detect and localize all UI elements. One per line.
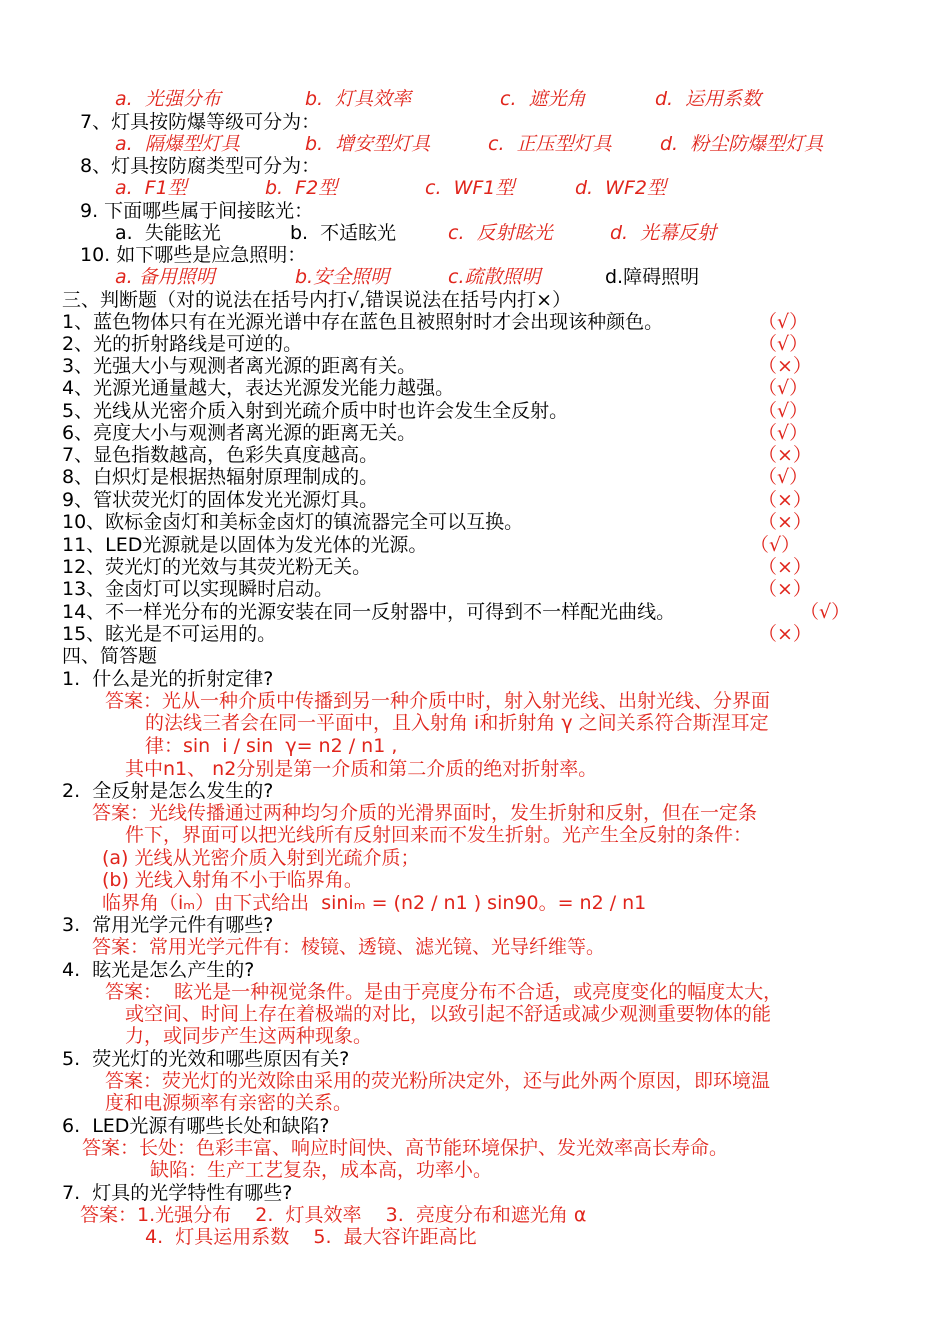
short-question-3: 3. 常用光学元件有哪些? — [62, 914, 274, 936]
short-question-2: 2. 全反射是怎么发生的? — [62, 780, 274, 802]
q8-option-c: c. WF1型 — [425, 177, 515, 199]
answer-line: (b) 光线入射角不小于临界角。 — [102, 869, 363, 891]
q8-option-a: a. F1型 — [115, 177, 187, 199]
judge-mark: （×） — [758, 511, 812, 533]
answer-line: 件下，界面可以把光线所有反射回来而不发生折射。光产生全反射的条件： — [125, 824, 753, 846]
judge-mark: （√） — [758, 333, 809, 355]
answer-line: 的法线三者会在同一平面中，且入射角 i和折射角 γ 之间关系符合斯涅耳定 — [145, 712, 769, 734]
q7-option-a: a. 隔爆型灯具 — [115, 133, 240, 155]
answer-line: 答案： 眩光是一种视觉条件。是由于亮度分布不合适，或亮度变化的幅度太大， — [105, 981, 783, 1003]
q7-option-d: d. 粉尘防爆型灯具 — [660, 133, 824, 155]
judge-item: 12、荧光灯的光效与其荧光粉无关。 — [62, 556, 372, 578]
judge-mark: （×） — [758, 489, 812, 511]
judge-item: 13、金卤灯可以实现瞬时启动。 — [62, 578, 334, 600]
question-10: 10. 如下哪些是应急照明： — [80, 244, 307, 266]
judge-mark: （×） — [758, 556, 812, 578]
judge-item: 7、显色指数越高，色彩失真度越高。 — [62, 444, 379, 466]
judge-mark: （√） — [750, 534, 801, 556]
answer-line: 或空间、时间上存在着极端的对比，以致引起不舒适或减少观测重要物体的能 — [125, 1003, 772, 1025]
q8-option-d: d. WF2型 — [575, 177, 666, 199]
judge-mark: （×） — [758, 444, 812, 466]
q10-option-d: d.障碍照明 — [605, 266, 700, 288]
question-8: 8、灯具按防腐类型可分为： — [80, 155, 321, 177]
judge-item: 4、光源光通量越大，表达光源发光能力越强。 — [62, 377, 455, 399]
top-option-c: c. 遮光角 — [500, 88, 586, 110]
q7-option-b: b. 增安型灯具 — [305, 133, 431, 155]
judge-item: 3、光强大小与观测者离光源的距离有关。 — [62, 355, 417, 377]
judge-item: 10、欧标金卤灯和美标金卤灯的镇流器完全可以互换。 — [62, 511, 524, 533]
q9-option-d: d. 光幕反射 — [610, 222, 717, 244]
question-9: 9. 下面哪些属于间接眩光： — [80, 200, 314, 222]
top-option-b: b. 灯具效率 — [305, 88, 412, 110]
short-question-6: 6. LED光源有哪些长处和缺陷? — [62, 1115, 330, 1137]
judge-item: 14、不一样光分布的光源安装在同一反射器中，可得到不一样配光曲线。 — [62, 601, 676, 623]
answer-line: 答案：1.光强分布 2. 灯具效率 3. 亮度分布和遮光角 α — [80, 1204, 587, 1226]
judge-mark: （√） — [758, 466, 809, 488]
answer-line: 度和电源频率有亲密的关系。 — [105, 1092, 353, 1114]
section-4-title: 四、简答题 — [62, 645, 158, 667]
q10-option-b: b.安全照明 — [295, 266, 390, 288]
answer-line: 力，或同步产生这两种现象。 — [125, 1025, 373, 1047]
q8-option-b: b. F2型 — [265, 177, 338, 199]
answer-line: 答案：荧光灯的光效除由采用的荧光粉所决定外，还与此外两个原因，即环境温 — [105, 1070, 771, 1092]
judge-mark: （√） — [758, 377, 809, 399]
answer-line: 缺陷：生产工艺复杂，成本高，功率小。 — [150, 1159, 493, 1181]
answer-line: 4. 灯具运用系数 5. 最大容许距高比 — [145, 1226, 477, 1248]
answer-line: 答案：光从一种介质中传播到另一种介质中时，射入射光线、出射光线、分界面 — [105, 690, 771, 712]
question-7: 7、灯具按防爆等级可分为： — [80, 111, 321, 133]
answer-line: 答案：光线传播通过两种均匀介质的光滑界面时，发生折射和反射，但在一定条 — [92, 802, 758, 824]
q7-option-c: c. 正压型灯具 — [488, 133, 612, 155]
answer-line: 答案：长处：色彩丰富、响应时间快、高节能环境保护、发光效率高长寿命。 — [82, 1137, 729, 1159]
answer-line: 临界角（iₘ）由下式给出 siniₘ = (n2 / n1 ) sin90。= n2 / n1 — [102, 892, 647, 914]
judge-mark: （√） — [758, 311, 809, 333]
judge-item: 11、LED光源就是以固体为发光体的光源。 — [62, 534, 428, 556]
answer-line: 律：sin i / sin γ= n2 / n1 , — [145, 735, 398, 757]
judge-mark: （×） — [758, 355, 812, 377]
answer-line: 答案：常用光学元件有：棱镜、透镜、滤光镜、光导纤维等。 — [92, 936, 606, 958]
judge-item: 2、光的折射路线是可逆的。 — [62, 333, 303, 355]
q10-option-a: a. 备用照明 — [115, 266, 215, 288]
q9-option-a: a. 失能眩光 — [115, 222, 221, 244]
q10-option-c: c.疏散照明 — [448, 266, 541, 288]
q9-option-c: c. 反射眩光 — [448, 222, 553, 244]
short-question-1: 1. 什么是光的折射定律? — [62, 668, 274, 690]
judge-item: 6、亮度大小与观测者离光源的距离无关。 — [62, 422, 417, 444]
judge-item: 9、管状荧光灯的固体发光光源灯具。 — [62, 489, 379, 511]
answer-line: (a) 光线从光密介质入射到光疏介质； — [102, 847, 420, 869]
judge-mark: （√） — [758, 422, 809, 444]
q9-option-b: b. 不适眩光 — [290, 222, 397, 244]
judge-mark: （√） — [800, 601, 851, 623]
top-option-d: d. 运用系数 — [655, 88, 762, 110]
judge-item: 1、蓝色物体只有在光源光谱中存在蓝色且被照射时才会出现该种颜色。 — [62, 311, 664, 333]
section-3-title: 三、判断题（对的说法在括号内打√,错误说法在括号内打×） — [62, 289, 572, 311]
judge-item: 8、白炽灯是根据热辐射原理制成的。 — [62, 466, 379, 488]
short-question-7: 7. 灯具的光学特性有哪些? — [62, 1182, 293, 1204]
short-question-4: 4. 眩光是怎么产生的? — [62, 959, 255, 981]
judge-mark: （×） — [758, 623, 812, 645]
judge-mark: （×） — [758, 578, 812, 600]
answer-line: 其中n1、 n2分别是第一介质和第二介质的绝对折射率。 — [125, 758, 598, 780]
top-option-a: a. 光强分布 — [115, 88, 221, 110]
judge-mark: （√） — [758, 400, 809, 422]
judge-item: 15、眩光是不可运用的。 — [62, 623, 277, 645]
judge-item: 5、光线从光密介质入射到光疏介质中时也许会发生全反射。 — [62, 400, 569, 422]
short-question-5: 5. 荧光灯的光效和哪些原因有关? — [62, 1048, 350, 1070]
